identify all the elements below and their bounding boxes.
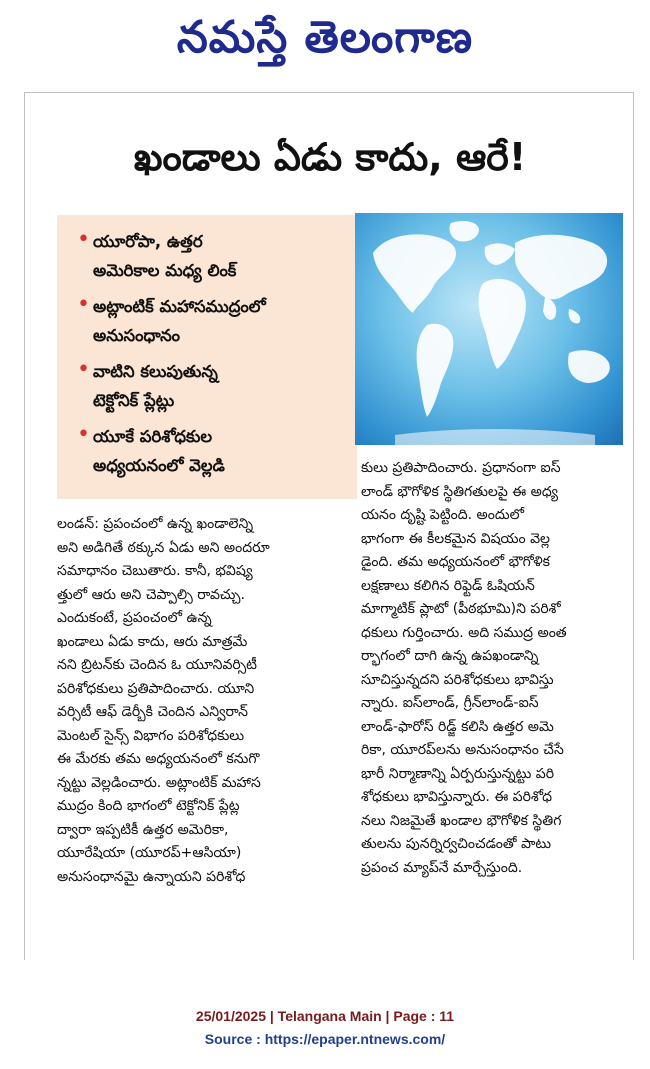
world-map-image xyxy=(355,213,623,445)
body-line: ర్భాగంలో దాగి ఉన్న ఉపఖండాన్ని xyxy=(361,648,539,664)
body-line: న్నట్టు వెల్లడించారు. అట్లాంటిక్ మహాస xyxy=(57,774,261,791)
body-line: సమాధానం చెబుతారు. కానీ, భవిష్య xyxy=(57,563,253,579)
news-clipping xyxy=(24,92,634,960)
body-line: భాగంగా ఈ కీలకమైన విషయం వెల్ల xyxy=(361,530,550,547)
article-headline: ఖండాలు ఏడు కాదు, ఆరే! xyxy=(133,135,527,179)
body-line: తులను పునర్నిర్వచించడంతో పాటు xyxy=(361,836,552,852)
body-line: ధకులు గుర్తించారు. అది సముద్ర అంత xyxy=(361,624,567,641)
body-line: ఎందుకంటే, ప్రపంచంలో ఉన్న xyxy=(57,610,212,626)
body-line: సూచిస్తున్నదని పరిశోధకులు భావిస్తు xyxy=(361,671,554,688)
body-line: ద్వారా ఇప్పటికీ ఉత్తర అమెరికా, xyxy=(57,821,229,838)
body-line: మాగ్మాటిక్ ప్లాటో (పీఠభూమి)ని పరిశో xyxy=(361,601,561,617)
body-line: త్తులో ఆరు అని చెప్పాల్సి రావచ్చు. xyxy=(57,586,245,603)
body-line: డైంది. తమ అధ్యయనంలో భౌగోళిక xyxy=(361,554,550,570)
body-line: లండన్: ప్రపంచంలో ఉన్న ఖండాలెన్ని xyxy=(57,516,254,532)
body-line: మెంటల్ సైన్స్ విభాగం పరిశోధకులు xyxy=(57,727,245,744)
body-line: వర్సిటీ ఆఫ్ డెర్బీకి చెందిన ఎన్విరాన్ xyxy=(57,704,248,720)
body-line: ఖండాలు ఏడు కాదు, ఆరు మాత్రమే xyxy=(57,633,248,650)
body-line: అనుసంధానమై ఉన్నాయని పరిశోధ xyxy=(57,868,246,885)
bullet-icon: • xyxy=(77,227,90,252)
bullet-icon: • xyxy=(77,422,90,447)
highlights-box xyxy=(57,215,357,499)
edition-info: 25/01/2025 | Telangana Main | Page : 11 xyxy=(195,1008,455,1024)
body-line: లక్షణాలు కలిగిన రిఫ్టెడ్ ఓషియన్ xyxy=(361,577,535,594)
body-line: శోధకులు భావిస్తున్నారు. ఈ పరిశోధ xyxy=(361,789,552,805)
body-line: నని బ్రిటన్‌కు చెందిన ఓ యూనివర్సిటీ xyxy=(57,657,257,673)
highlight-item: • యూకే పరిశోధకుల అధ్యయనంలో వెల్లడి xyxy=(77,422,225,475)
newspaper-logo: నమస్తే తెలంగాణ xyxy=(176,12,474,63)
masthead xyxy=(0,8,650,68)
article-body-right xyxy=(361,457,623,880)
source-link[interactable]: Source : https://epaper.ntnews.com/ xyxy=(204,1031,446,1047)
body-line: ఈ మేరకు తమ అధ్యయనంలో కనుగొ xyxy=(57,751,260,767)
body-line: న్నారు. ఐస్‌లాండ్, గ్రీన్‌లాండ్-ఐస్ xyxy=(361,695,539,711)
body-line: ముద్రం కింది భాగంలో టెక్టోనిక్ ప్లేట్ల xyxy=(57,798,240,814)
body-line: యూరేషియా (యూరప్+ఆసియా) xyxy=(57,845,242,861)
body-line: భారీ నిర్మాణాన్ని ఏర్పరుస్తున్నట్టు పరి xyxy=(361,765,555,782)
body-line: యనం దృష్టి పెట్టింది. అందులో xyxy=(361,507,524,523)
body-line: కులు ప్రతిపాదించారు. ప్రధానంగా ఐస్ xyxy=(361,460,561,476)
bullet-icon: • xyxy=(77,357,90,382)
body-line: లాండ్-ఫారోస్ రిడ్జ్ కలిసి ఉత్తర అమె xyxy=(361,718,554,735)
body-line: అని అడిగితే ఠక్కున ఏడు అని అందరూ xyxy=(57,539,270,556)
article-body-left xyxy=(57,513,349,889)
body-line: లాండ్ భౌగోళిక స్థితిగతులపై ఈ అధ్య xyxy=(361,483,559,500)
body-line: పరిశోధకులు ప్రతిపాదించారు. యూని xyxy=(57,680,255,697)
body-line: రికా, యూరప్‌లను అనుసంధానం చేసే xyxy=(361,742,564,758)
body-line: ప్రపంచ మ్యాప్‌నే మార్చేస్తుంది. xyxy=(361,859,523,876)
body-line: నలు నిజమైతే ఖండాల భౌగోళిక స్థితిగ xyxy=(361,812,562,829)
highlight-item: • వాటిని కలుపుతున్న టెక్టోనిక్ ప్లేట్లు xyxy=(77,357,218,410)
bullet-icon: • xyxy=(77,292,90,317)
highlight-item: • యూరోపా, ఉత్తర అమెరికాల మధ్య లింక్ xyxy=(77,227,237,280)
highlight-item: • అట్లాంటిక్ మహాసముద్రంలో అనుసంధానం xyxy=(77,292,266,345)
